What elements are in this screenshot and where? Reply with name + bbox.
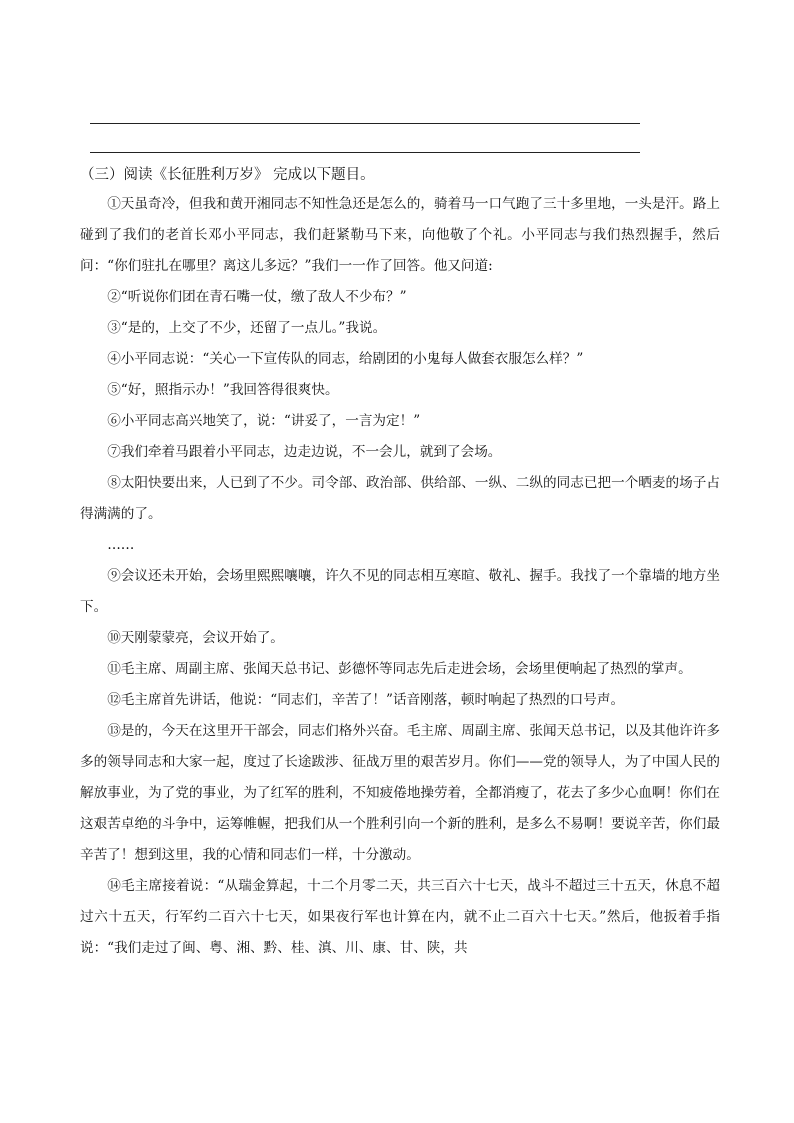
paragraph-4: ④小平同志说：“关心一下宣传队的同志，给剧团的小鬼每人做套衣服怎么样？” bbox=[107, 351, 584, 367]
paragraph-6: ⑥小平同志高兴地笑了，说：“讲妥了，一言为定！” bbox=[107, 413, 421, 429]
paragraph-13: ⑬是的，今天在这里开干部会，同志们格外兴奋。毛主席、周副主席、张闻天总书记，以及其他许许多多的领导同志和大家一起，度过了长途跋涉、征战万里的艰苦岁月。你们——党的领导人，为了中国人民的解放事业，为了党的事业，为了红军的胜利，不知疲倦地操劳着，全都消瘦了，花去了多少心血啊！你们在这艰苦卓绝的斗争中，运筹帷幄，把我们从一个胜利引向一个新的胜利，是多么不易啊！要说辛苦，你们最辛苦了！想到这里，我的心情和同志们一样，十分激动。 bbox=[80, 723, 720, 863]
answer-line bbox=[90, 123, 640, 124]
paragraph-10: ⑩天刚蒙蒙亮，会议开始了。 bbox=[107, 630, 284, 646]
paragraph-5: ⑤“好，照指示办！”我回答得很爽快。 bbox=[107, 382, 339, 398]
paragraph-11: ⑪毛主席、周副主席、张闻天总书记、彭德怀等同志先后走进会场，会场里便响起了热烈的掌声。 bbox=[107, 661, 692, 677]
answer-line bbox=[90, 152, 640, 153]
paragraph-2: ②“听说你们团在青石嘴一仗，缴了敌人不少布？” bbox=[107, 289, 407, 305]
paragraph-1: ①天虽奇冷，但我和黄开湘同志不知性急还是怎么的，骑着马一口气跑了三十多里地，一头是汗。路上碰到了我们的老首长邓小平同志，我们赶紧勒马下来，向他敬了个礼。小平同志与我们热烈握手，然后问：“你们驻扎在哪里？离这儿多远？”我们一一作了回答。他又问道: bbox=[80, 196, 720, 274]
paragraph-7: ⑦我们牵着马跟着小平同志，边走边说，不一会儿，就到了会场。 bbox=[107, 444, 502, 460]
reading-passage bbox=[80, 189, 720, 964]
paragraph-12: ⑫毛主席首先讲话，他说：“同志们，辛苦了！”话音刚落，顿时响起了热烈的口号声。 bbox=[107, 692, 625, 708]
paragraph-8: ⑧太阳快要出来，人已到了不少。司令部、政治部、供给部、一纵、二纵的同志已把一个晒麦的场子占得满满的了。 bbox=[80, 475, 720, 522]
paragraph-14: ⑭毛主席接着说：“从瑞金算起，十二个月零二天，共三百六十七天，战斗不超过三十五天，休息不超过六十五天，行军约二百六十七天，如果夜行军也计算在内，就不止二百六十七天。”然后，他扳着手指说：“我们走过了闽、粤、湘、黔、桂、滇、川、康、甘、陕，共 bbox=[80, 878, 720, 956]
paragraph-3: ③“是的，上交了不少，还留了一点儿。”我说。 bbox=[107, 320, 387, 336]
ellipsis-break: …… bbox=[107, 537, 135, 553]
section-title: （三）阅读《长征胜利万岁》 完成以下题目。 bbox=[80, 167, 375, 183]
paragraph-9: ⑨会议还未开始，会场里熙熙嚷嚷，许久不见的同志相互寒暄、敬礼、握手。我找了一个靠墙的地方坐下。 bbox=[80, 568, 720, 615]
